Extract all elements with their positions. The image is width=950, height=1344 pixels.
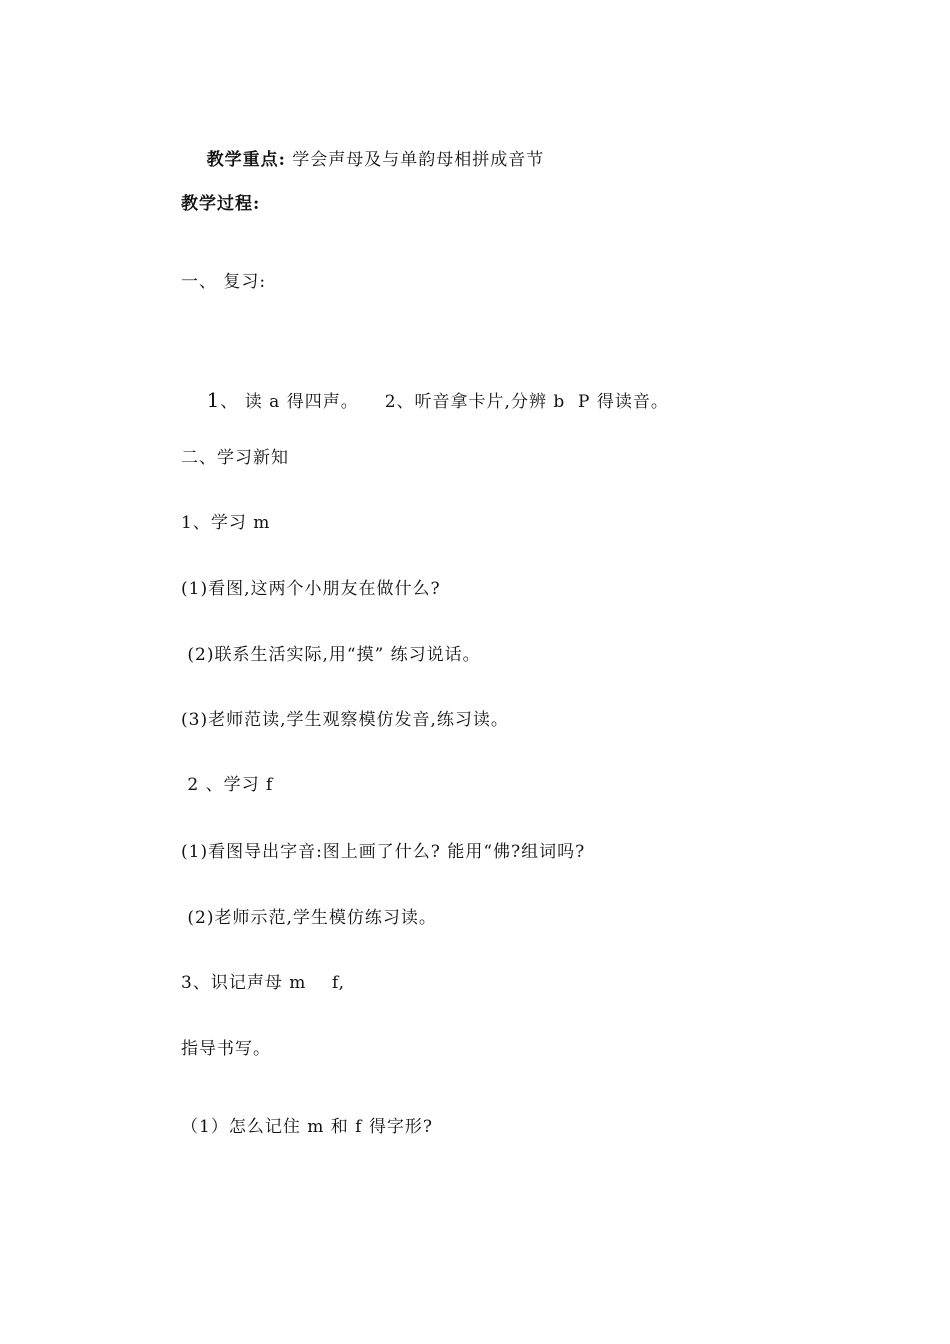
learn-m-step3: (3)老师范读,学生观察模仿发音,练习读。 xyxy=(181,710,509,730)
guide-writing: 指导书写。 xyxy=(181,1039,271,1059)
learn-f-step1: (1)看图导出字音:图上画了什么? 能用“佛?组词吗? xyxy=(181,842,586,862)
review-item1-text: 、 读 a 得四声。 xyxy=(220,392,359,412)
teaching-process-label: 教学过程: xyxy=(181,194,261,214)
learn-m-step1: (1)看图,这两个小朋友在做什么? xyxy=(181,579,441,599)
learn-m-step2: (2)联系生活实际,用“摸” 练习说话。 xyxy=(181,645,481,665)
teaching-focus-line xyxy=(181,124,544,196)
teaching-focus-text: 学会声母及与单韵母相拼成音节 xyxy=(285,150,545,170)
teaching-focus-label: 教学重点: xyxy=(206,150,286,170)
learn-f-heading: 2 、学习 f xyxy=(181,775,274,795)
review-item2-text: 2、听音拿卡片,分辨 b P 得读音。 xyxy=(384,392,669,412)
memorize-heading: 3、识记声母 m f, xyxy=(181,973,346,993)
review-heading: 一、 复习: xyxy=(181,272,267,292)
memorize-question1: （1）怎么记住 m 和 f 得字形? xyxy=(181,1117,433,1137)
new-knowledge-heading: 二、学习新知 xyxy=(181,448,289,468)
learn-f-step2: (2)老师示范,学生模仿练习读。 xyxy=(181,908,437,928)
review-items-line xyxy=(181,364,669,438)
learn-m-heading: 1、学习 m xyxy=(181,513,271,533)
review-item1-number: 1 xyxy=(206,388,221,412)
